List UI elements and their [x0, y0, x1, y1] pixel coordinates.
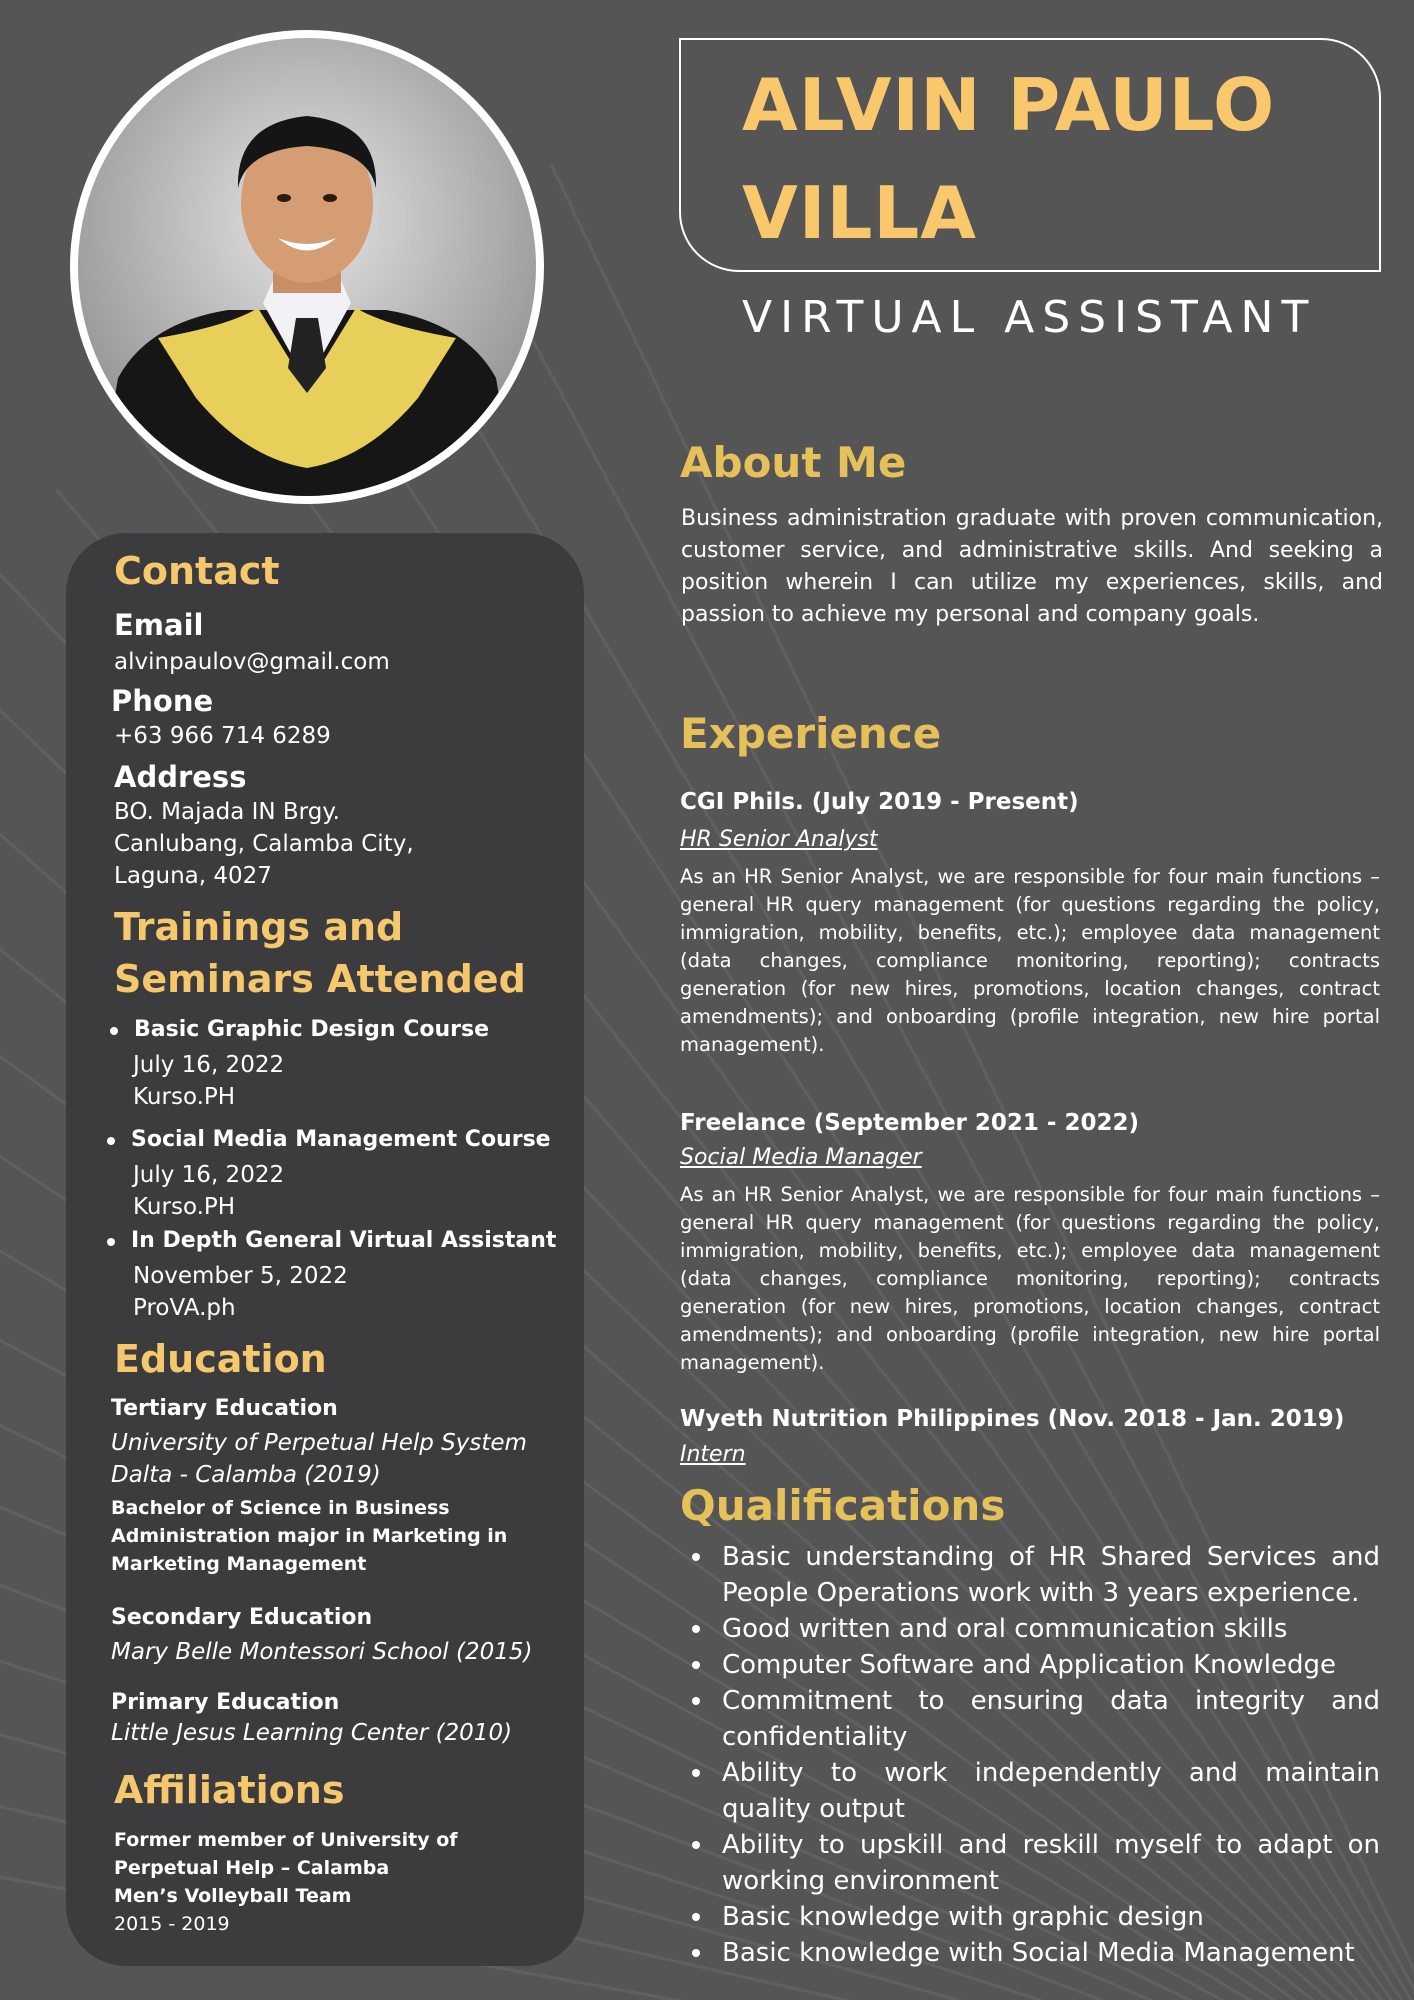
graduate-portrait-icon [78, 38, 536, 496]
education-title: Education [114, 1337, 327, 1381]
job-company: CGI Phils. (July 2019 - Present) [680, 789, 1079, 815]
phone-label: Phone [111, 684, 214, 718]
training-item-provider: ProVA.ph [133, 1295, 236, 1321]
secondary-level: Secondary Education [111, 1605, 373, 1630]
training-item-provider: Kurso.PH [133, 1194, 236, 1220]
training-item-name: Basic Graphic Design Course [134, 1015, 489, 1045]
email-value[interactable]: alvinpaulov@gmail.com [114, 649, 390, 675]
phone-value[interactable]: +63 966 714 6289 [114, 723, 331, 749]
secondary-school: Mary Belle Montessori School (2015) [111, 1639, 533, 1665]
address-line: Laguna, 4027 [114, 863, 272, 889]
job-description: As an HR Senior Analyst, we are responsible for four main functions – general HR query management (for questions regarding the policy, immigration, mobility, benefits, etc.); employee data management (data changes, compliance monitoring, reporting); contracts generation (for new hires, promotions, location changes, contract amendments); and onboarding (profile integration, new hire portal management). [680, 865, 1380, 1056]
job-role: HR Senior Analyst [680, 827, 878, 852]
tertiary-school-line2: Dalta - Calamba (2019) [111, 1462, 381, 1488]
email-label: Email [114, 608, 204, 642]
job-role: Social Media Manager [680, 1145, 922, 1170]
job-description: As an HR Senior Analyst, we are responsible for four main functions – general HR query management (for questions regarding the policy, immigration, mobility, benefits, etc.); employee data management (data changes, compliance monitoring, reporting); contracts generation (for new hires, promotions, location changes, contract amendments); and onboarding (profile integration, new hire portal management). [680, 1183, 1380, 1374]
address-line: BO. Majada IN Brgy. [114, 799, 340, 825]
candidate-role: VIRTUAL ASSISTANT [742, 292, 1317, 343]
job-role: Intern [680, 1442, 746, 1467]
qualification-item: Basic knowledge with Social Media Management [680, 1935, 1380, 1971]
experience-title: Experience [680, 709, 942, 758]
qualification-item: Basic knowledge with graphic design [680, 1899, 1380, 1935]
job-company: Wyeth Nutrition Philippines (Nov. 2018 - Jan. 2019) [680, 1406, 1345, 1432]
primary-level: Primary Education [111, 1690, 340, 1715]
qualification-item: Commitment to ensuring data integrity and confidentiality [680, 1683, 1380, 1755]
qualification-item: Basic understanding of HR Shared Services and People Operations work with 3 years experience. [680, 1539, 1380, 1611]
qualification-item: Good written and oral communication skills [680, 1611, 1380, 1647]
candidate-name-line2: VILLA [742, 171, 977, 255]
affiliation-line: Men’s Volleyball Team [114, 1885, 352, 1907]
job-company: Freelance (September 2021 - 2022) [680, 1110, 1140, 1136]
affiliation-years: 2015 - 2019 [114, 1913, 230, 1935]
tertiary-school: University of Perpetual Help System [111, 1430, 527, 1456]
qualification-item: Ability to work independently and maintain quality output [680, 1755, 1380, 1827]
tertiary-degree: Bachelor of Science in Business [111, 1497, 450, 1519]
profile-photo-frame [70, 30, 544, 504]
contact-title: Contact [114, 549, 280, 593]
address-label: Address [114, 760, 247, 794]
candidate-name: ALVIN PAULO [742, 63, 1276, 147]
qualification-item: Ability to upskill and reskill myself to adapt on working environment [680, 1827, 1380, 1899]
training-item-name: Social Media Management Course [131, 1125, 551, 1155]
trainings-title: Trainings and [114, 905, 404, 949]
tertiary-degree-line2: Administration major in Marketing in [111, 1525, 508, 1547]
about-title: About Me [680, 438, 907, 487]
tertiary-level: Tertiary Education [111, 1396, 338, 1421]
qualification-item: Computer Software and Application Knowledge [680, 1647, 1380, 1683]
profile-photo [78, 38, 536, 496]
training-item-date: July 16, 2022 [133, 1162, 285, 1188]
training-item-name: In Depth General Virtual Assistant [131, 1226, 556, 1256]
primary-school: Little Jesus Learning Center (2010) [111, 1720, 513, 1746]
affiliations-title: Affiliations [114, 1768, 345, 1812]
tertiary-degree-line3: Marketing Management [111, 1553, 367, 1575]
qualifications-title: Qualifications [680, 1481, 1006, 1530]
training-item-date: November 5, 2022 [133, 1263, 348, 1289]
qualifications-list [680, 1539, 1380, 1971]
address-line: Canlubang, Calamba City, [114, 831, 414, 857]
affiliation-line: Former member of University of [114, 1829, 458, 1851]
affiliation-line: Perpetual Help – Calamba [114, 1857, 390, 1879]
training-item-date: July 16, 2022 [133, 1052, 285, 1078]
about-text: Business administration graduate with proven communication, customer service, and administrative skills. And seeking a position wherein I can utilize my experiences, skills, and passion to achieve my personal and company goals. [681, 506, 1383, 627]
trainings-title-line2: Seminars Attended [114, 957, 526, 1001]
training-item-provider: Kurso.PH [133, 1084, 236, 1110]
